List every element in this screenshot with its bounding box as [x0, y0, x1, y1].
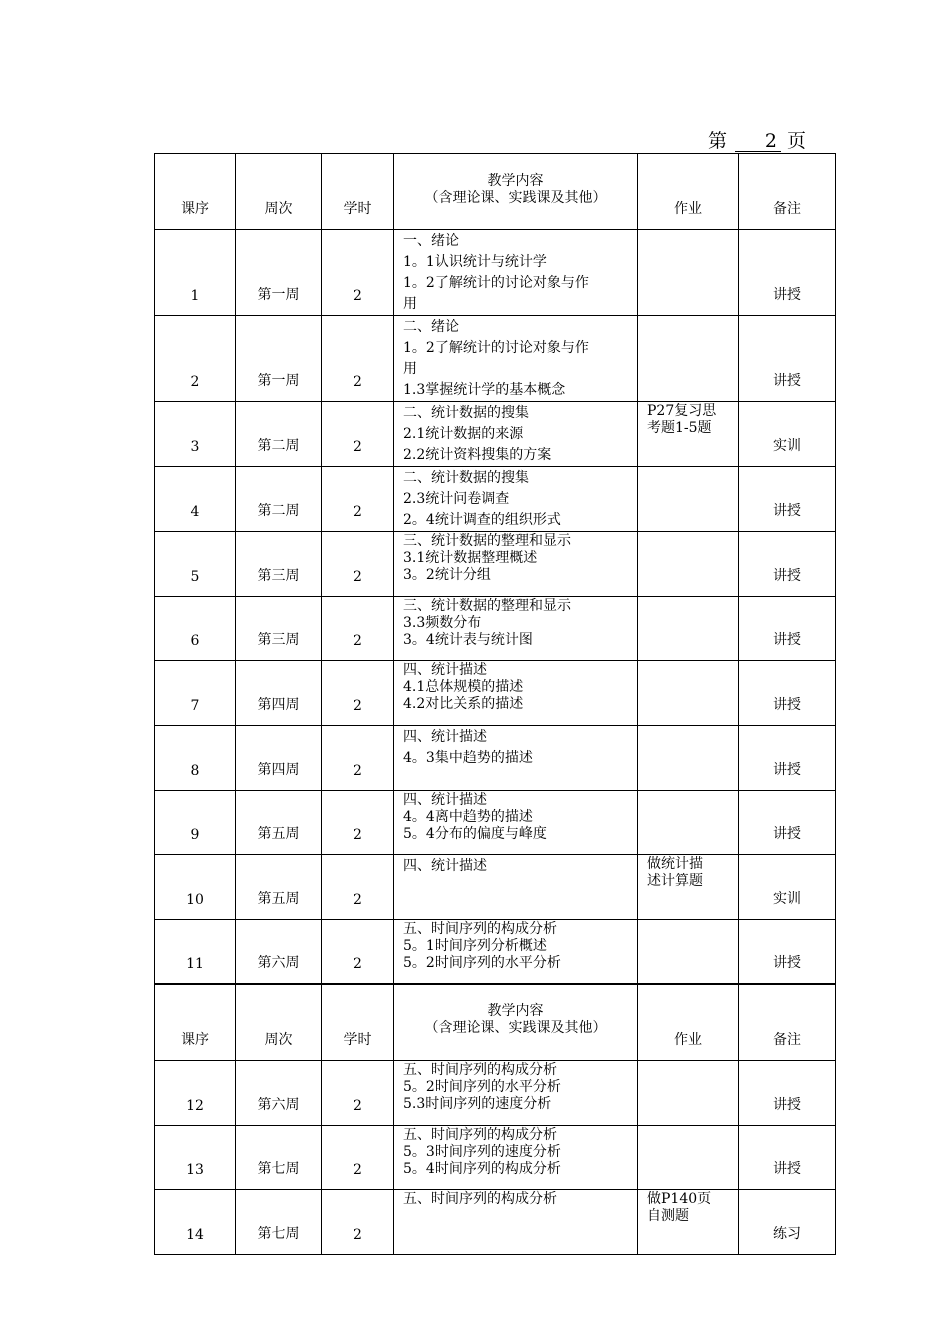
- header-content-subtitle: （含理论课、实践课及其他）: [424, 1020, 607, 1036]
- cell-content: [394, 1189, 638, 1254]
- cell-seq: 12: [155, 1060, 236, 1125]
- content-line: 5。2时间序列的水平分析: [403, 1078, 561, 1095]
- cell-seq: 8: [155, 726, 236, 791]
- content-line: 5.3时间序列的速度分析: [403, 1095, 552, 1112]
- cell-content: [394, 597, 638, 661]
- cell-homework: [638, 230, 739, 316]
- cell-week: 第六周: [236, 1060, 322, 1125]
- content-line: 三、统计数据的整理和显示: [403, 598, 571, 614]
- cell-remark: 讲授: [739, 920, 836, 984]
- cell-week: 第五周: [236, 855, 322, 920]
- cell-content: [394, 1060, 638, 1125]
- content-line: 1.3掌握统计学的基本概念: [403, 382, 566, 398]
- cell-week: 第六周: [236, 920, 322, 984]
- content-line: 用: [403, 361, 417, 377]
- header-content: [394, 984, 638, 1061]
- content-line: 2.2统计资料搜集的方案: [403, 447, 552, 463]
- content-line: 5。4时间序列的构成分析: [403, 1160, 561, 1177]
- content-line: 二、统计数据的搜集: [403, 470, 529, 486]
- homework-text: 做P140页 自测题: [647, 1190, 712, 1224]
- cell-week: 第三周: [236, 597, 322, 661]
- cell-seq: 1: [155, 230, 236, 316]
- content-line: 4。4离中趋势的描述: [403, 809, 533, 825]
- cell-remark: 讲授: [739, 661, 836, 726]
- cell-hours: 2: [322, 1060, 394, 1125]
- cell-homework: [638, 402, 739, 467]
- header-content: [394, 154, 638, 230]
- table-header-row: [155, 154, 836, 230]
- table-row: [155, 661, 836, 726]
- content-line: 2.3统计问卷调查: [403, 491, 510, 507]
- cell-homework: [638, 597, 739, 661]
- cell-hours: 2: [322, 316, 394, 402]
- cell-homework: [638, 532, 739, 597]
- cell-week: 第二周: [236, 467, 322, 532]
- table-row: [155, 597, 836, 661]
- cell-week: 第五周: [236, 791, 322, 855]
- content-line: 3.3频数分布: [403, 615, 482, 631]
- content-line: 五、时间序列的构成分析: [403, 1061, 557, 1078]
- cell-seq: 7: [155, 661, 236, 726]
- header-seq: 课序: [155, 984, 236, 1061]
- cell-content: [394, 230, 638, 316]
- content-line: 4.2对比关系的描述: [403, 696, 524, 712]
- cell-seq: 3: [155, 402, 236, 467]
- homework-text: 做统计描 述计算题: [647, 856, 703, 889]
- cell-remark: 实训: [739, 402, 836, 467]
- cell-content: [394, 791, 638, 855]
- content-line: 1。2了解统计的讨论对象与作: [403, 340, 589, 356]
- table-row: [155, 532, 836, 597]
- cell-week: 第二周: [236, 402, 322, 467]
- content-line: 5。4分布的偏度与峰度: [403, 826, 547, 842]
- content-line: 三、统计数据的整理和显示: [403, 533, 571, 549]
- table-row: [155, 1060, 836, 1125]
- table-row: [155, 920, 836, 984]
- content-line: 五、时间序列的构成分析: [403, 1126, 557, 1143]
- header-seq: 课序: [155, 154, 236, 230]
- cell-remark: 讲授: [739, 532, 836, 597]
- header-hours: 学时: [322, 984, 394, 1061]
- table-row: [155, 230, 836, 316]
- content-line: 四、统计描述: [403, 729, 487, 745]
- cell-seq: 4: [155, 467, 236, 532]
- cell-hours: 2: [322, 920, 394, 984]
- content-line: 用: [403, 296, 417, 312]
- cell-hours: 2: [322, 230, 394, 316]
- header-week: 周次: [236, 154, 322, 230]
- cell-content: [394, 661, 638, 726]
- cell-seq: 10: [155, 855, 236, 920]
- content-line: 一、绪论: [403, 233, 459, 249]
- cell-week: 第七周: [236, 1125, 322, 1189]
- content-line: 五、时间序列的构成分析: [403, 921, 557, 937]
- cell-homework: [638, 1060, 739, 1125]
- content-line: 3.1统计数据整理概述: [403, 550, 538, 566]
- cell-week: 第一周: [236, 230, 322, 316]
- table-row: [155, 855, 836, 920]
- header-homework: 作业: [638, 984, 739, 1061]
- header-content-title: 教学内容: [487, 172, 544, 189]
- header-remark: 备注: [739, 984, 836, 1061]
- cell-hours: 2: [322, 791, 394, 855]
- cell-homework: [638, 467, 739, 532]
- header-content-title: 教学内容: [487, 1003, 544, 1019]
- content-line: 5。1时间序列分析概述: [403, 938, 547, 954]
- cell-seq: 9: [155, 791, 236, 855]
- cell-remark: 讲授: [739, 1060, 836, 1125]
- content-line: 4.1总体规模的描述: [403, 679, 524, 695]
- content-line: 二、统计数据的搜集: [403, 405, 529, 421]
- cell-content: [394, 726, 638, 791]
- content-line: 二、绪论: [403, 319, 459, 335]
- cell-homework: [638, 791, 739, 855]
- cell-homework: [638, 726, 739, 791]
- cell-remark: 讲授: [739, 1125, 836, 1189]
- homework-text: P27复习思 考题1-5题: [647, 403, 717, 436]
- content-line: 1。2了解统计的讨论对象与作: [403, 275, 589, 291]
- cell-remark: 讲授: [739, 230, 836, 316]
- page-prefix: 第: [708, 130, 728, 152]
- cell-hours: 2: [322, 1125, 394, 1189]
- content-line: 5。2时间序列的水平分析: [403, 955, 561, 971]
- content-line: 3。2统计分组: [403, 567, 491, 583]
- cell-content: [394, 855, 638, 920]
- table-row: [155, 316, 836, 402]
- cell-hours: 2: [322, 1189, 394, 1254]
- cell-homework: [638, 920, 739, 984]
- cell-seq: 13: [155, 1125, 236, 1189]
- content-line: 2。4统计调查的组织形式: [403, 512, 561, 528]
- cell-content: [394, 467, 638, 532]
- table-row: [155, 1189, 836, 1254]
- cell-week: 第四周: [236, 726, 322, 791]
- cell-homework: [638, 1189, 739, 1254]
- cell-homework: [638, 855, 739, 920]
- table-row: [155, 726, 836, 791]
- cell-homework: [638, 316, 739, 402]
- content-line: 四、统计描述: [403, 662, 487, 678]
- content-line: 4。3集中趋势的描述: [403, 750, 533, 766]
- table-row: [155, 1125, 836, 1189]
- cell-content: [394, 316, 638, 402]
- cell-remark: 实训: [739, 855, 836, 920]
- cell-hours: 2: [322, 726, 394, 791]
- cell-week: 第三周: [236, 532, 322, 597]
- content-line: 3。4统计表与统计图: [403, 632, 533, 648]
- cell-week: 第四周: [236, 661, 322, 726]
- cell-remark: 讲授: [739, 726, 836, 791]
- cell-content: [394, 532, 638, 597]
- cell-content: [394, 920, 638, 984]
- table-row: [155, 791, 836, 855]
- cell-seq: 2: [155, 316, 236, 402]
- content-line: 5。3时间序列的速度分析: [403, 1143, 561, 1160]
- cell-seq: 5: [155, 532, 236, 597]
- cell-seq: 14: [155, 1189, 236, 1254]
- cell-homework: [638, 1125, 739, 1189]
- cell-remark: 讲授: [739, 316, 836, 402]
- cell-week: 第一周: [236, 316, 322, 402]
- content-line: 四、统计描述: [403, 792, 487, 808]
- cell-homework: [638, 661, 739, 726]
- cell-content: [394, 1125, 638, 1189]
- content-line: 2.1统计数据的来源: [403, 426, 524, 442]
- schedule-table: [154, 153, 836, 1255]
- page-number-line: [708, 126, 806, 153]
- cell-hours: 2: [322, 467, 394, 532]
- header-homework: 作业: [638, 154, 739, 230]
- header-remark: 备注: [739, 154, 836, 230]
- content-line: 四、统计描述: [403, 858, 487, 874]
- cell-remark: 讲授: [739, 597, 836, 661]
- header-week: 周次: [236, 984, 322, 1061]
- cell-hours: 2: [322, 402, 394, 467]
- cell-hours: 2: [322, 855, 394, 920]
- cell-remark: 练习: [739, 1189, 836, 1254]
- table-header-row: [155, 984, 836, 1061]
- content-line: 1。1认识统计与统计学: [403, 254, 547, 270]
- cell-hours: 2: [322, 661, 394, 726]
- page-suffix: 页: [787, 130, 807, 152]
- table-row: [155, 467, 836, 532]
- page-number: 2: [735, 131, 781, 152]
- header-hours: 学时: [322, 154, 394, 230]
- header-content-subtitle: （含理论课、实践课及其他）: [424, 189, 607, 206]
- cell-seq: 6: [155, 597, 236, 661]
- cell-week: 第七周: [236, 1189, 322, 1254]
- cell-hours: 2: [322, 597, 394, 661]
- cell-content: [394, 402, 638, 467]
- cell-remark: 讲授: [739, 791, 836, 855]
- table-row: [155, 402, 836, 467]
- cell-seq: 11: [155, 920, 236, 984]
- content-line: 五、时间序列的构成分析: [403, 1190, 557, 1207]
- cell-remark: 讲授: [739, 467, 836, 532]
- cell-hours: 2: [322, 532, 394, 597]
